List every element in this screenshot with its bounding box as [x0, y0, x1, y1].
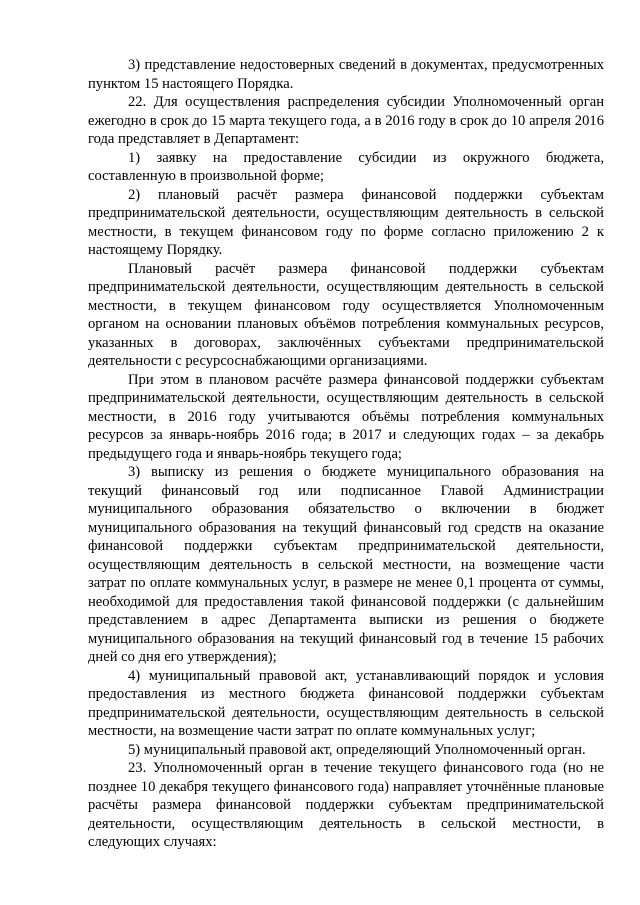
document-body: [88, 56, 604, 852]
paragraph-item-2-planned-calculation: 2) плановый расчёт размера финансовой поддержки субъектам предпринимательской деятельности, осуществляющим деятельность в сельской местности, в текущем финансовом году по форме согласно приложению 2 к настоящему Порядку.: [88, 186, 604, 258]
paragraph-item-4-municipal-act: 4) муниципальный правовой акт, устанавливающий порядок и условия предоставления из местного бюджета финансовой поддержки субъектам предпринимательской деятельности, осуществляющим деятельность в сельской местности, на возмещение части затрат по оплате коммунальных услуг;: [88, 667, 604, 739]
paragraph-item-5-authorized-body: 5) муниципальный правовой акт, определяющий Уполномоченный орган.: [128, 741, 586, 758]
paragraph-planned-calculation-basis: Плановый расчёт размера финансовой поддержки субъектам предпринимательской деятельности, осуществляющим деятельность в сельской местности, в текущем финансовом году осуществляется Уполномоченным органом на основании плановых объёмов потребления коммунальных ресурсов, указанных в договорах, заключённых субъектами предпринимательской деятельности с ресурсоснабжающими организациями.: [88, 260, 604, 369]
paragraph-item-3-budget-extract: 3) выписку из решения о бюджете муниципального образования на текущий финансовый год или подписанное Главой Администрации муниципального образования обязательство о включении в бюджет муниципального образования на текущий финансовый год средств на оказание финансовой поддержки субъектам предпринимательской деятельности, осуществляющим деятельность в сельской местности, на возмещение части затрат по оплате коммунальных услуг, в размере не менее 0,1 процента от суммы, необходимой для предоставления такой финансовой поддержки (с дальнейшим представлением в адрес Департамента выписки из решения о бюджете муниципального образования на текущий финансовый год в течение 15 рабочих дней со дня его утверждения);: [88, 464, 604, 665]
paragraph-item-3-false-info: 3) представление недостоверных сведений в документах, предусмотренных пунктом 15 настоящего Порядка.: [88, 57, 604, 92]
paragraph-clause-22: 22. Для осуществления распределения субсидии Уполномоченный орган ежегодно в срок до 15 марта текущего года, а в 2016 году в срок до 10 апреля 2016 года представляет в Департамент:: [88, 94, 604, 147]
paragraph-consumption-volumes: При этом в плановом расчёте размера финансовой поддержки субъектам предпринимательской деятельности, осуществляющим деятельность в сельской местности, в 2016 году учитываются объёмы потребления коммунальных ресурсов за январь-ноябрь 2016 года; в 2017 и следующих годах – за декабрь предыдущего года и январь-ноябрь текущего года;: [88, 371, 604, 462]
paragraph-item-1-application: 1) заявку на предоставление субсидии из окружного бюджета, составленную в произвольной форме;: [88, 149, 604, 184]
paragraph-clause-23: 23. Уполномоченный орган в течение текущего финансового года (но не позднее 10 декабря текущего финансового года) направляет уточнённые плановые расчёты размера финансовой поддержки субъектам предпринимательской деятельности, осуществляющим деятельность в сельской местности, в следующих случаях:: [88, 760, 604, 850]
